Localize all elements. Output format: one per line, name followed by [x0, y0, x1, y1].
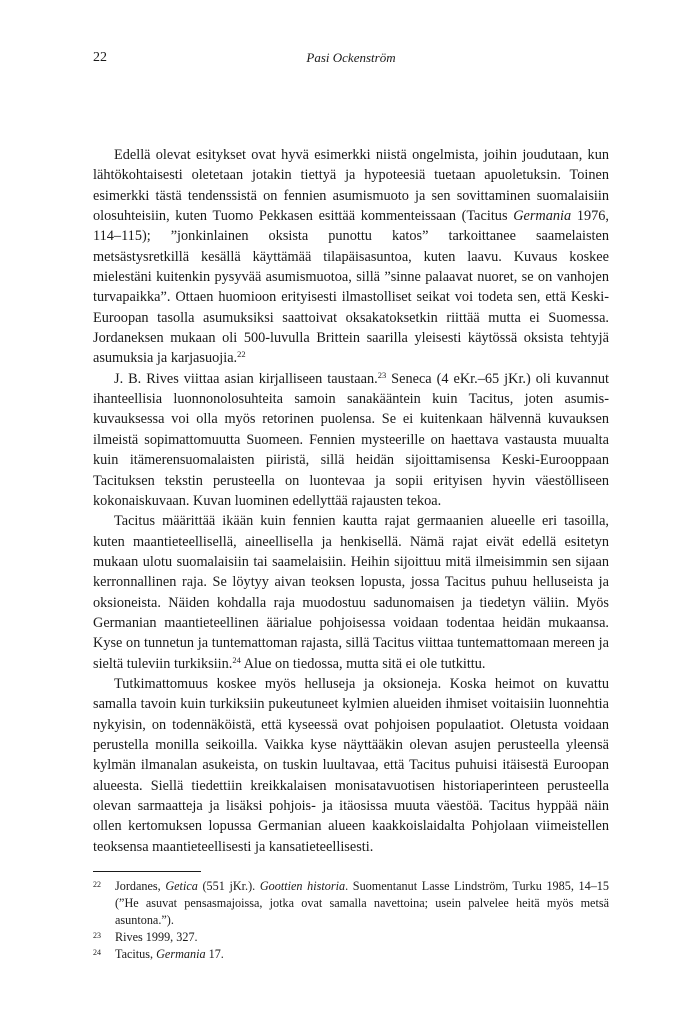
italic-title: Goottien historia: [259, 879, 346, 894]
text-run: Jordanes,: [115, 879, 166, 894]
paragraph: [93, 369, 609, 511]
footnote-text: [115, 878, 609, 929]
footnote-number: 24: [93, 948, 101, 958]
footnote: [93, 929, 609, 946]
footnote-number: 22: [93, 880, 101, 890]
italic-title: Germania: [513, 208, 572, 225]
text-run: (551 jKr.).: [197, 879, 260, 894]
footnote-number: 23: [93, 931, 101, 941]
paragraph: [93, 674, 609, 857]
footnote-text: [115, 946, 609, 963]
footnote: [93, 878, 609, 929]
text-run: Rives 1999, 327.: [115, 930, 198, 945]
paragraph: [93, 145, 609, 369]
text-run: Tutkimattomuus koskee myös helluseja ja oksioneja. Koska heimot on kuvattu samalla tavoin kuin turkiksiin pukeutuneet kylmien alueiden ihmiset voitaisiin luonnehtia nykyisin, on todennäköistä, että kyseessä ovat pohjoisen populaatiot. Oletusta voidaan perustella monilla seikoilla. Vaikka kyse näyttääkin olevan asujen perusteella yleensä kylmän ilmanalan asukeista, on tuskin luultavaa, että Tacitus puhuisi itäisestä Euroopan alueesta. Siellä tiedettiin kreikkalaisen monisatavuotisen historiaperinteen perusteella olevan sarmaatteja ja lisäksi pohjois- ja itäosissa muuta väestöä. Tacitus hyppää näin ollen kertomuksen lopussa Germanian alueen kaakkoislaidalta Pohjolaan viimeistellen teoksensa maantieteellisesti ja kansatieteellisesti.: [93, 675, 609, 855]
footnote-reference: 24: [232, 654, 241, 665]
footnote-reference: 23: [377, 369, 387, 380]
footnote: [93, 946, 609, 963]
page-number: 22: [93, 50, 107, 65]
footnote-separator: [93, 871, 201, 872]
text-run: Seneca (4 eKr.–65 jKr.) oli kuvannut ihanteellisia luonnonolosuhteita samoin sanakääntein kuin Tacitus, joten asumiskuvauksessa voi olla myös retorinen puolensa. Se ei kuitenkaan hälvennä kuvauksen ilmeistä sopimattomuutta Suomeen. Fennien mysteerille on haettava vastausta muualta kuin itämerensuomalaisten piiristä, sillä heidän sijoittamisensa Keski-Eurooppaan Tacituksen tekstin perusteella on luontevaa ja sopii erityisen hyvin väestölliseen kokonaiskuvaan. Kuvan luominen edellyttää rajausten tekoa.: [93, 370, 609, 509]
footnote-reference: 22: [237, 349, 246, 360]
text-run: . Suomentanut Lasse Lindström, Turku 1985, 14–15 (”He asuvat pensasmajoissa, jotka ovat samalla navettoina; usein palvelee heitä myös metsä asuntona.”).: [115, 879, 609, 928]
text-run: 17.: [205, 947, 224, 962]
footnote-text: [115, 929, 609, 946]
text-run: Alue on tiedossa, mutta sitä ei ole tutkittu.: [240, 655, 486, 672]
text-run: Tacitus määrittää ikään kuin fennien kautta rajat germaanien alueelle eri tasoilla, kuten maantieteellisellä, aineellisella ja henkisellä. Nämä rajat eivät edellä esitetyn mukaan ulotu suomalaisiin tai saamelaisiin. Heihin sijoittuu mitä ilmeisimmin sen sijaan kerronnallinen raja. Se löytyy aivan teoksen lopusta, jossa Tacitus puhuu helluseista ja oksioneista. Näiden kohdalla raja muodostuu sadunomaisen ja tiedetyn väliin. Myös Germanian maantieteellinen äärialue pohjoisessa voidaan todentaa heidän mukaansa. Kyse on tunnetun ja tuntemattoman rajasta, sillä Tacitus viittaa tuntemattomaan mereen ja sieltä tuleviin turkiksiin.: [93, 513, 609, 672]
italic-title: Getica: [165, 879, 198, 894]
running-header: [93, 50, 609, 72]
footnotes: [93, 878, 609, 963]
italic-title: Germania: [156, 947, 206, 962]
text-run: J. B. Rives viittaa asian kirjalliseen taustaan.: [114, 370, 378, 387]
body-text: [93, 145, 609, 857]
paragraph: [93, 511, 609, 674]
running-header-author: Pasi Ockenström: [306, 50, 396, 65]
text-run: Edellä olevat esitykset ovat hyvä esimerkki niistä ongelmista, joihin joudutaan, kun lähtökohtaisesti oletetaan jotakin tiettyä ja hypoteesiä tuetaan apuoletuksin. Toinen esimerkki tästä tendenssistä on fennien asumismuoto ja sen sovittaminen suomalaisiin olosuhteisiin, kuten Tuomo Pekkasen esittää kommenteissaan (Tacitus: [93, 147, 609, 225]
text-run: Tacitus,: [115, 947, 157, 962]
document-page: [93, 50, 609, 963]
text-run: 1976, 114–115); ”jonkinlainen oksista punottu katos” tarkoittanee saamelaisten metsästysretkillä kesällä käyttämää tilapäisasuntoa, kuten laavu. Kuvaus koskee mielestäni kuitenkin pysyvää asumismuotoa, sillä ”sinne palaavat nuoret, se on vanhojen turvapaikka”. Ottaen huomioon erityisesti ilmastolliset seikat voi todeta sen, että Keski-Euroopan tasolla asumuksiksi saattoivat oksakatoksetkin riittää mutta ei Suomessa. Jordaneksen mukaan oli 500-luvulla Brittein saarilla yleisesti käytössä oksista tehtyjä asumuksia ja karjasuojia.: [93, 208, 609, 367]
